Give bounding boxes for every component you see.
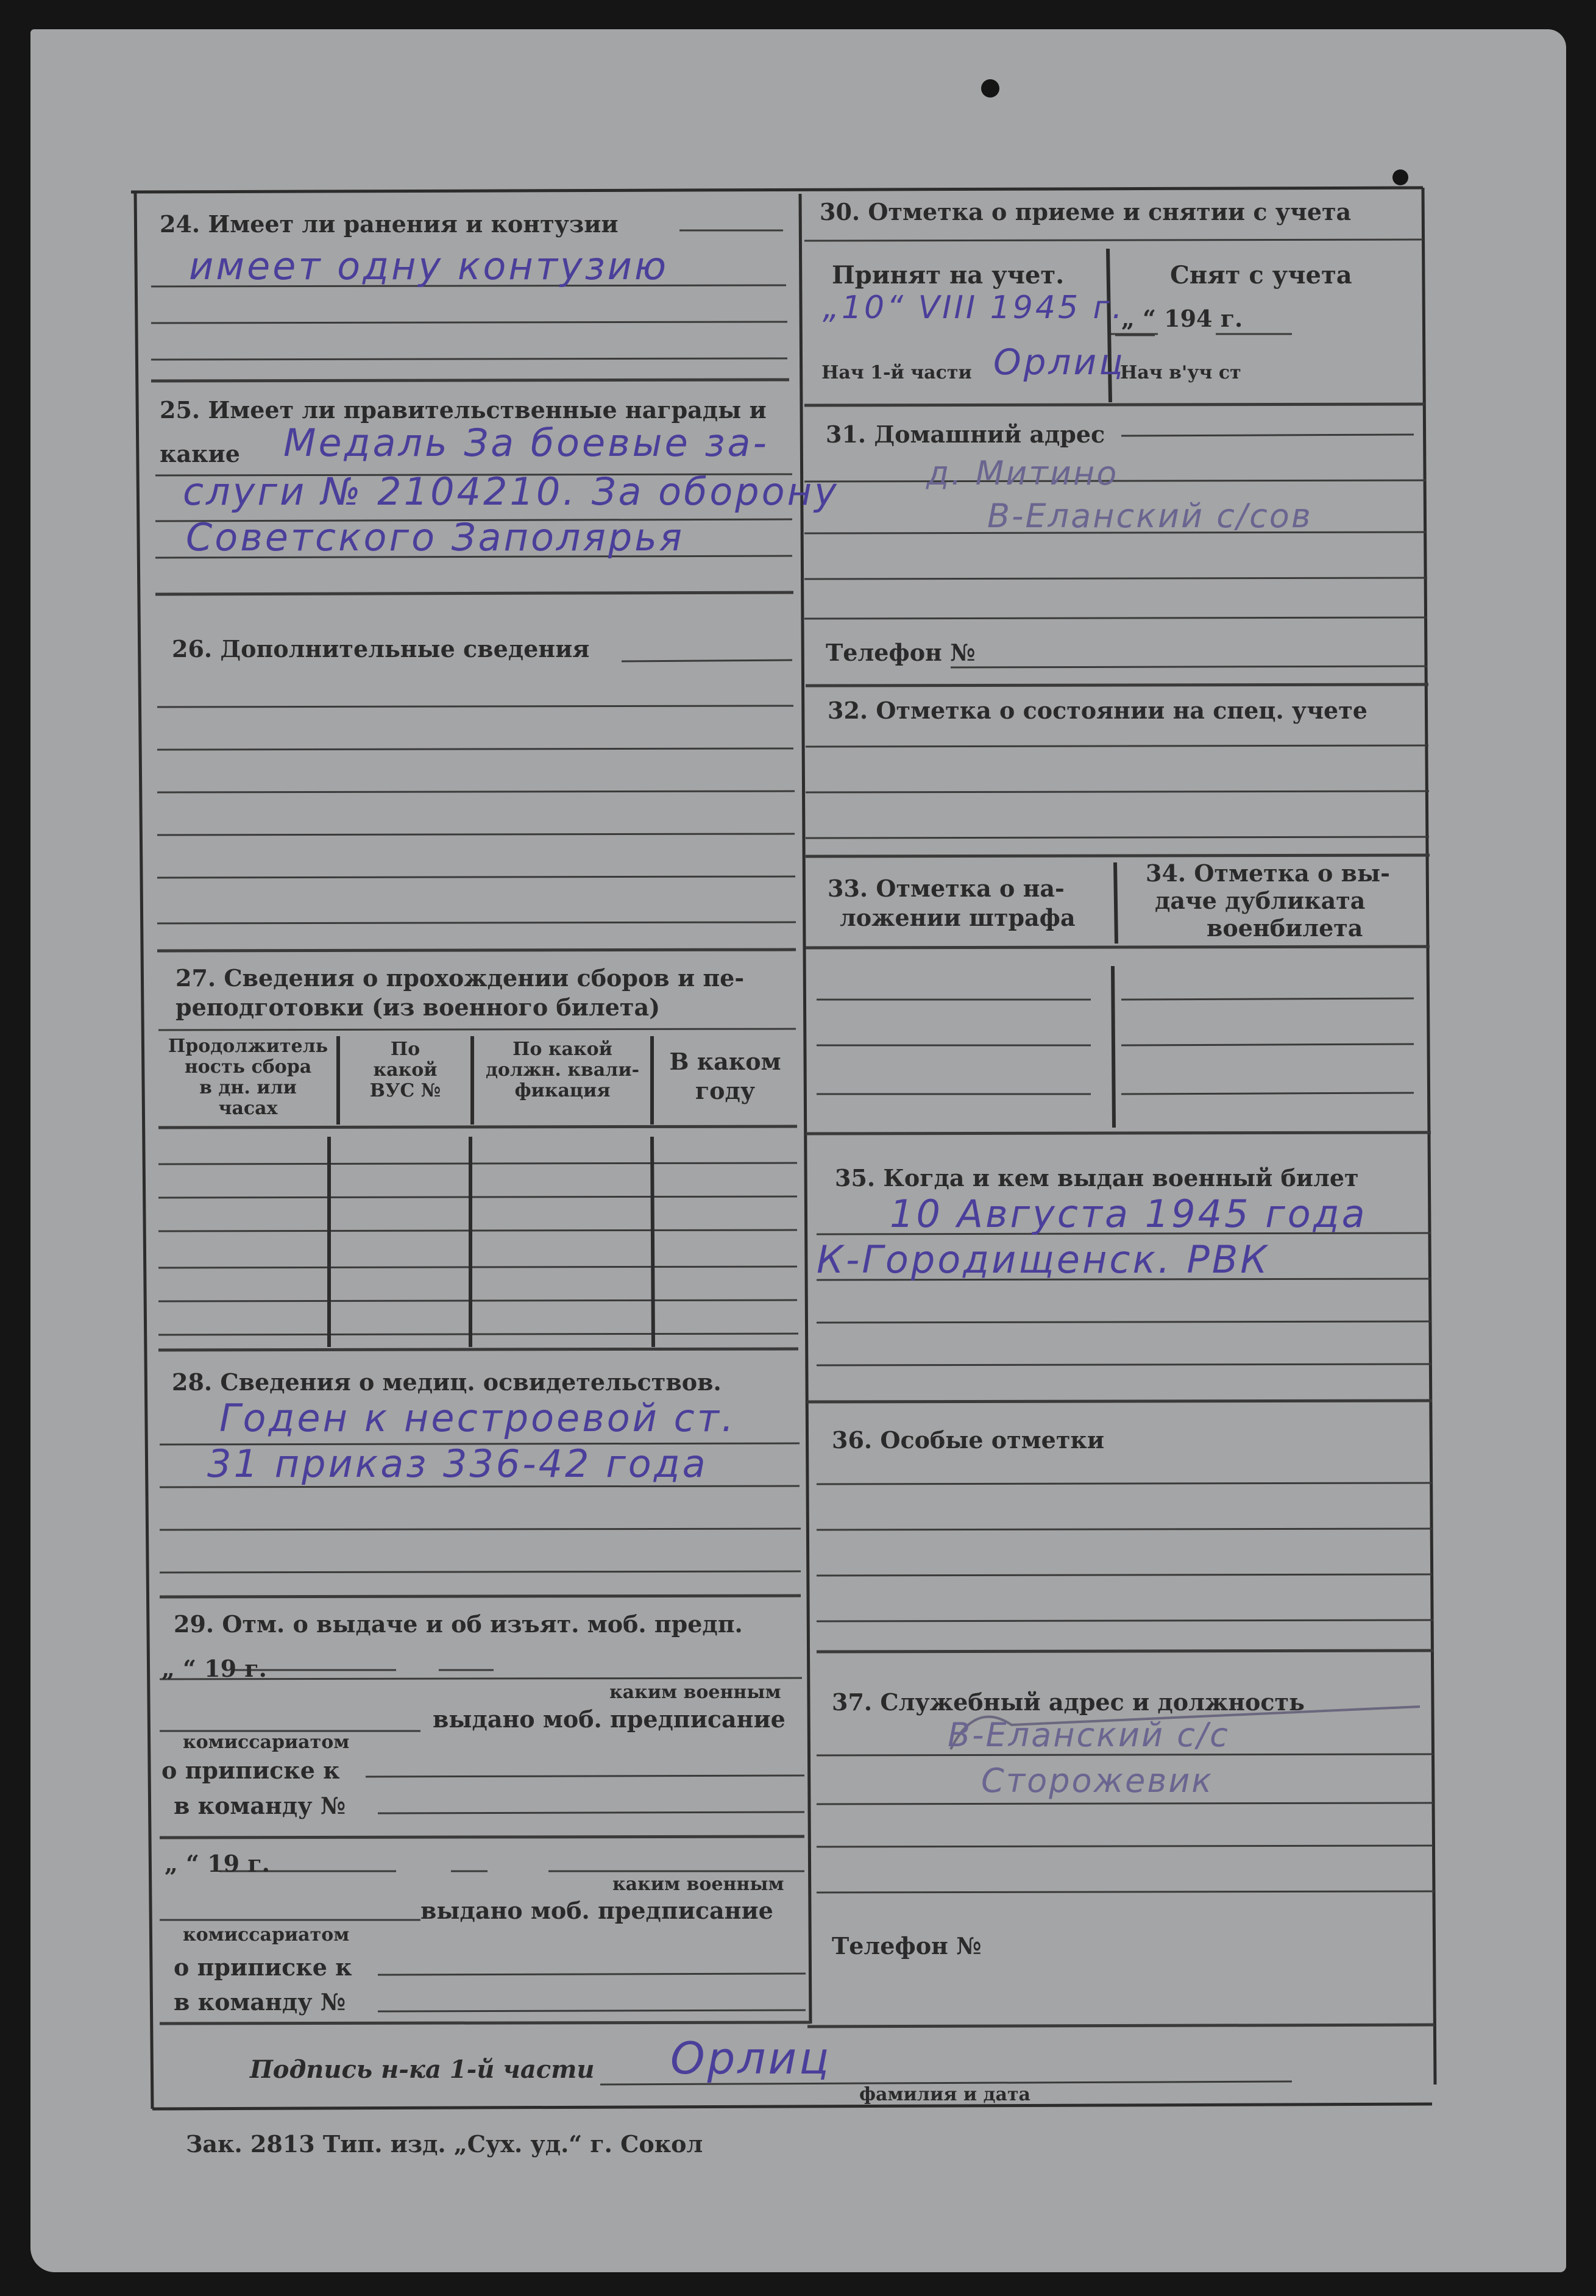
table-header-vus: По какой ВУС № bbox=[369, 1039, 441, 1101]
section-27-label: 27. Сведения о прохождении сборов и пе- bbox=[176, 964, 745, 992]
section-37-value-line-1: В-Еланский с/с bbox=[948, 1716, 1230, 1754]
print-imprint: Зак. 2813 Тип. изд. „Сух. уд.“ г. Сокол bbox=[186, 2130, 703, 2158]
section-29-pripiska-1: о приписке к bbox=[161, 1757, 340, 1784]
table-header-year: В каком году bbox=[669, 1048, 781, 1104]
section-34-label-cont: даче дубликата bbox=[1155, 887, 1366, 914]
section-36-label: 36. Особые отметки bbox=[832, 1426, 1105, 1454]
section-26-label: 26. Дополнительные сведения bbox=[172, 635, 590, 663]
section-33-label-cont: ложении штрафа bbox=[840, 904, 1076, 931]
section-30-accepted-label: Принят на учет. bbox=[832, 261, 1065, 290]
section-32-label: 32. Отметка о состоянии на спец. учете bbox=[828, 697, 1367, 724]
table-header-duration: Продолжитель ность сбора в дн. или часах bbox=[168, 1036, 328, 1119]
section-28-label: 28. Сведения о медиц. освидетельствов. bbox=[172, 1368, 722, 1396]
table-header-position: По какой должн. квали- фикация bbox=[485, 1039, 640, 1101]
section-25-value-line-2: слуги № 2104210. За оборону bbox=[183, 469, 839, 514]
signature-caption: фамилия и дата bbox=[859, 2084, 1030, 2105]
section-29-kakim-1: каким военным bbox=[609, 1682, 781, 1703]
section-29-issued-2: выдано моб. предписание bbox=[420, 1897, 773, 1924]
section-29-pripiska-2: о приписке к bbox=[174, 1953, 352, 1981]
section-34-label-cont-2: военбилета bbox=[1207, 914, 1363, 942]
section-37-phone-label: Телефон № bbox=[832, 1932, 982, 1960]
section-27-label-cont: реподготовки (из военного билета) bbox=[176, 993, 661, 1021]
section-24-label: 24. Имеет ли ранения и контузии bbox=[160, 210, 619, 238]
section-31-value-line-2: В-Еланский с/сов bbox=[987, 497, 1313, 535]
section-29-issued-1: выдано моб. предписание bbox=[433, 1705, 786, 1733]
section-30-nach-signature: Орлиц bbox=[993, 341, 1126, 383]
section-28-value-line-2: 31 приказ 336-42 года bbox=[207, 1441, 708, 1486]
section-35-value-line-1: 10 Августа 1945 года bbox=[890, 1192, 1367, 1236]
section-31-phone-label: Телефон № bbox=[826, 639, 976, 666]
section-29-komanda-2: в команду № bbox=[174, 1988, 346, 2016]
section-35-value-line-2: К-Городищенск. РВК bbox=[817, 1237, 1270, 1282]
section-29-label: 29. Отм. о выдаче и об изъят. моб. предп. bbox=[174, 1610, 743, 1638]
section-37-value-line-2: Сторожевик bbox=[981, 1761, 1213, 1800]
section-25-label: 25. Имеет ли правительственные награды и bbox=[160, 396, 767, 424]
signature-handwritten: Орлиц bbox=[670, 2033, 832, 2084]
section-30-removed-label: Снят с учета bbox=[1170, 261, 1352, 290]
section-33-label: 33. Отметка о на- bbox=[828, 875, 1065, 902]
section-37-label: 37. Служебный адрес и должность bbox=[832, 1688, 1305, 1716]
section-31-label: 31. Домашний адрес bbox=[826, 421, 1105, 448]
section-29-date-1: „ “ 19 г. bbox=[161, 1655, 267, 1682]
section-29-komissariat-2: комиссариатом bbox=[183, 1924, 350, 1946]
section-30-nach-uch-label: Нач в'уч ст bbox=[1120, 362, 1241, 383]
section-35-label: 35. Когда и кем выдан военный билет bbox=[835, 1164, 1359, 1192]
section-30-accepted-date: „10“ VIII 1945 г. bbox=[823, 290, 1125, 326]
section-30-nach-1-label: Нач 1-й части bbox=[821, 362, 972, 383]
section-34-label: 34. Отметка о вы- bbox=[1146, 859, 1390, 887]
section-25-label-cont: какие bbox=[160, 440, 240, 467]
section-24-handwritten-value: имеет одну контузию bbox=[189, 244, 669, 288]
section-30-removed-date: „ “ 194 г. bbox=[1121, 305, 1243, 332]
section-29-komissariat-1: комиссариатом bbox=[183, 1732, 350, 1753]
signature-label: Подпись н-ка 1-й части bbox=[250, 2055, 595, 2084]
section-29-komanda-1: в команду № bbox=[174, 1792, 346, 1819]
section-28-value-line-1: Годен к нестроевой ст. bbox=[219, 1396, 736, 1440]
section-25-value-line-3: Советского Заполярья bbox=[186, 515, 685, 560]
section-31-value-line-1: д. Митино bbox=[926, 454, 1119, 492]
section-29-date-2: „ “ 19 г. bbox=[165, 1850, 270, 1877]
section-30-label: 30. Отметка о приеме и снятии с учета bbox=[820, 198, 1352, 226]
section-25-value-line-1: Медаль За боевые за- bbox=[283, 421, 769, 465]
section-29-kakim-2: каким военным bbox=[612, 1874, 784, 1895]
